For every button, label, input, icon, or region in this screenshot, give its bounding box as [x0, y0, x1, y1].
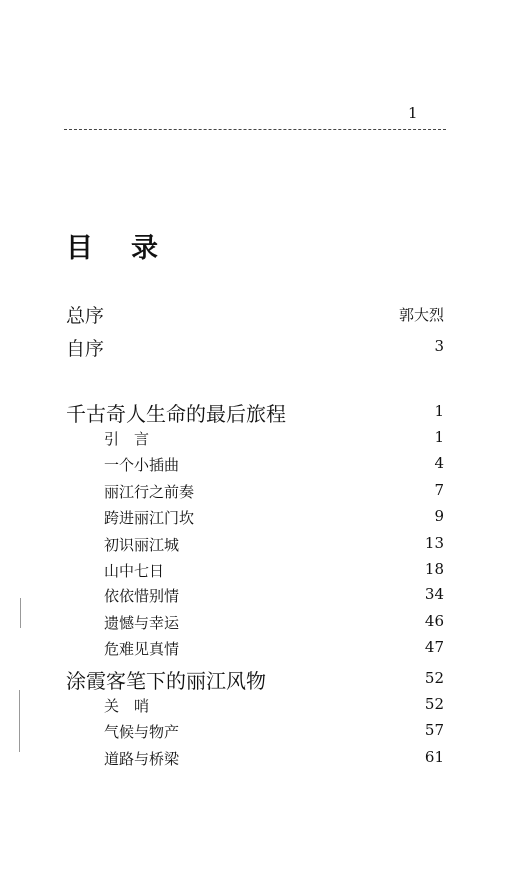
toc-chapter-label: 涂霞客笔下的丽江风物 — [66, 669, 266, 693]
scan-mark — [20, 598, 21, 628]
toc-chapter-label: 千古奇人生命的最后旅程 — [66, 402, 286, 426]
toc-entry-author: 郭大烈 — [398, 306, 444, 324]
toc-chapter-2[interactable] — [0, 665, 506, 691]
toc-section[interactable] — [0, 534, 506, 560]
toc-section-label: 道路与桥梁 — [104, 750, 180, 768]
toc-section-page: 13 — [424, 534, 444, 552]
toc-section-page: 18 — [424, 560, 444, 578]
toc-section-label: 山中七日 — [104, 562, 165, 580]
toc-section[interactable] — [0, 638, 506, 664]
toc-chapter-page: 52 — [424, 669, 444, 687]
toc-section-page: 52 — [424, 695, 444, 713]
toc-title: 目录 — [66, 233, 196, 264]
toc-section[interactable] — [0, 695, 506, 721]
toc-entry-label: 自序 — [66, 338, 105, 360]
toc-entry-preface-own[interactable] — [0, 334, 506, 360]
toc-section-page: 47 — [424, 638, 444, 656]
toc-section-page: 46 — [424, 612, 444, 630]
toc-section[interactable] — [0, 748, 506, 774]
toc-section-page: 34 — [424, 585, 444, 603]
toc-section[interactable] — [0, 721, 506, 747]
toc-section-label: 一个小插曲 — [104, 456, 180, 474]
toc-entry-label: 总序 — [66, 305, 105, 327]
toc-section[interactable] — [0, 428, 506, 454]
toc-section-page: 4 — [434, 454, 444, 472]
toc-section-page: 9 — [434, 507, 444, 525]
toc-section-label: 遗憾与幸运 — [104, 614, 180, 632]
toc-section-label: 关 哨 — [104, 697, 150, 715]
toc-section-label: 依依惜别情 — [104, 587, 180, 605]
toc-section-page: 1 — [434, 428, 444, 446]
toc-section[interactable] — [0, 560, 506, 586]
toc-entry-page: 3 — [434, 337, 444, 355]
toc-chapter-1[interactable] — [0, 398, 506, 424]
toc-section-label: 丽江行之前奏 — [104, 483, 195, 501]
scan-mark — [19, 690, 20, 752]
toc-section-page: 61 — [424, 748, 444, 766]
page-number: 1 — [408, 104, 418, 122]
toc-section[interactable] — [0, 612, 506, 638]
toc-section-label: 跨进丽江门坎 — [104, 509, 195, 527]
toc-chapter-page: 1 — [434, 402, 444, 420]
toc-section-label: 气候与物产 — [104, 723, 180, 741]
toc-section[interactable] — [0, 507, 506, 533]
toc-section-label: 危难见真情 — [104, 640, 180, 658]
toc-section-label: 初识丽江城 — [104, 536, 180, 554]
toc-section-page: 7 — [434, 481, 444, 499]
toc-section[interactable] — [0, 454, 506, 480]
toc-section-page: 57 — [424, 721, 444, 739]
toc-section[interactable] — [0, 481, 506, 507]
toc-section-label: 引 言 — [104, 430, 150, 448]
toc-entry-preface-general[interactable] — [0, 301, 506, 327]
toc-section[interactable] — [0, 585, 506, 611]
header-rule — [64, 129, 446, 130]
